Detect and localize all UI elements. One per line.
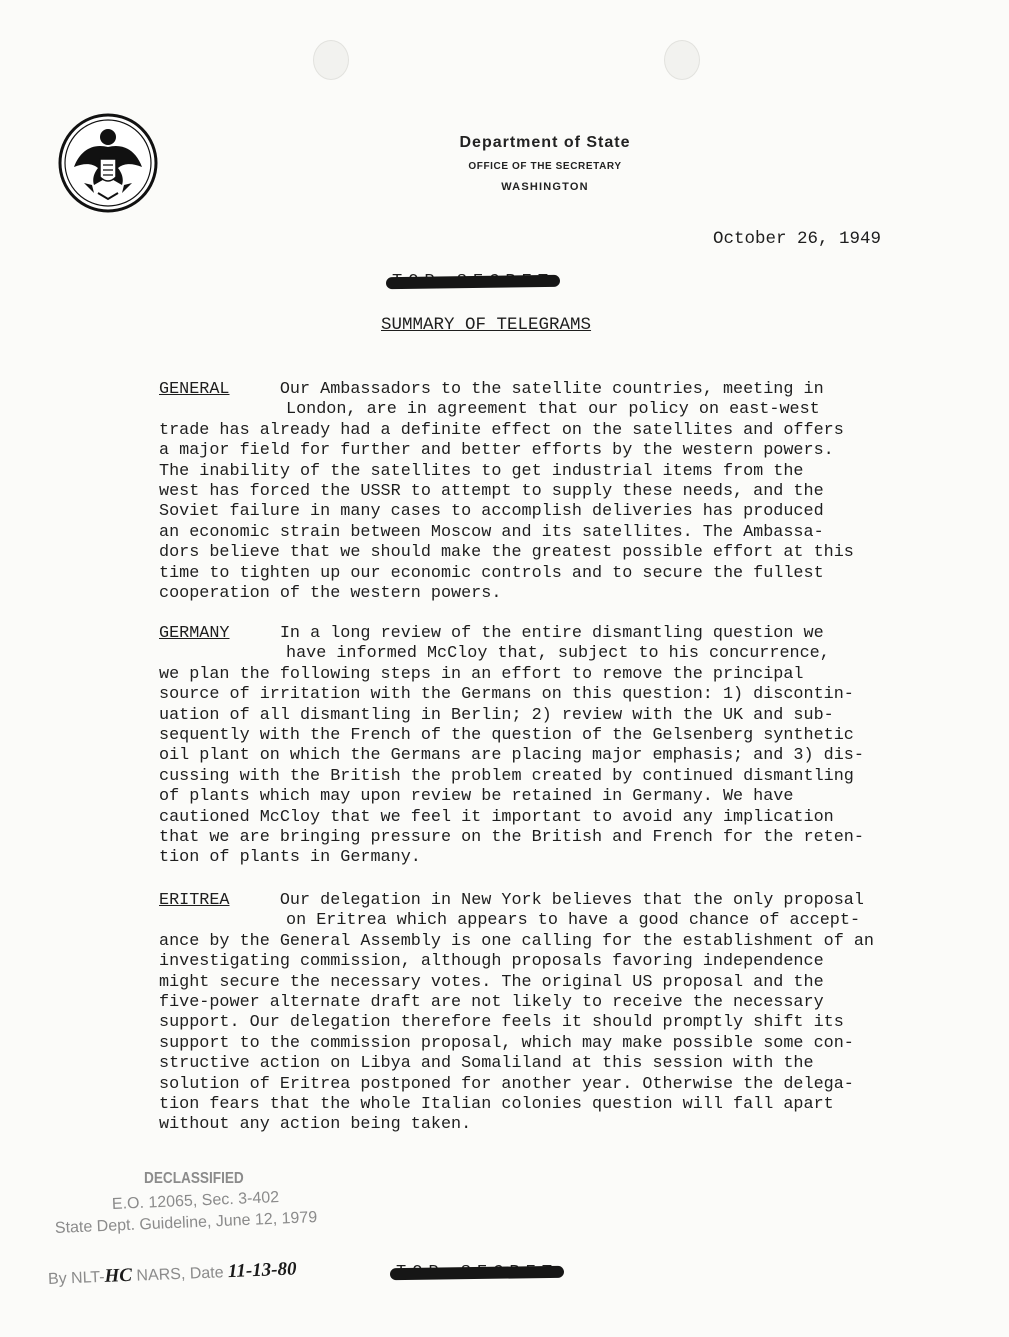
punch-hole-left	[313, 40, 349, 80]
text-line: have informed McCloy that, subject to his concurrence,	[286, 644, 830, 664]
text-line: uation of all dismantling in Berlin; 2) review with the UK and sub-	[159, 705, 834, 725]
text-line: tion fears that the whole Italian colonies question will fall apart	[159, 1095, 834, 1115]
text-line: solution of Eritrea postponed for another year. Otherwise the delega-	[159, 1074, 854, 1094]
text-line: oil plant on which the Germans are placing major emphasis; and 3) dis-	[159, 746, 864, 766]
text-line: west has forced the USSR to attempt to supply these needs, and the	[159, 482, 824, 502]
document-title: SUMMARY OF TELEGRAMS	[381, 315, 592, 335]
text-line: cooperation of the western powers.	[159, 584, 502, 604]
text-line: The inability of the satellites to get industrial items from the	[159, 461, 804, 481]
by-label: By NLT-	[47, 1268, 105, 1288]
document-date: October 26, 1949	[713, 229, 882, 249]
text-line: source of irritation with the Germans on this question: 1) discontin-	[159, 685, 854, 705]
section-heading-germany: GERMANY	[159, 624, 230, 643]
city-name: WASHINGTON	[501, 181, 589, 193]
text-line: sequently with the French of the question of the Gelsenberg synthetic	[159, 726, 854, 746]
letterhead	[340, 134, 750, 193]
text-line: trade has already had a definite effect on the satellites and offers	[159, 420, 844, 440]
text-line: we plan the following steps in an effort to remove the principal	[159, 664, 804, 684]
nars-label: NARS, Date	[136, 1264, 224, 1285]
punch-hole-right	[664, 40, 700, 80]
office-name: OFFICE OF THE SECRETARY	[468, 161, 622, 172]
handwritten-initials: HC	[104, 1264, 133, 1287]
great-seal-icon	[58, 113, 158, 213]
section-eritrea	[159, 891, 919, 1136]
text-line: London, are in agreement that our policy on east-west	[286, 400, 820, 420]
text-line: support. Our delegation therefore feels it should promptly shift its	[159, 1013, 844, 1033]
text-line: might secure the necessary votes. The original US proposal and the	[159, 972, 824, 992]
section-general	[159, 380, 919, 604]
declassification-authority: E.O. 12065, Sec. 3-402	[111, 1189, 280, 1213]
text-line: of plants which may upon review be retained in Germany. We have	[159, 787, 794, 807]
declassification-stamp	[40, 1170, 400, 1290]
declassified-label: DECLASSIFIED	[144, 1170, 244, 1187]
text-line: structive action on Libya and Somaliland at this session with the	[159, 1054, 814, 1074]
handwritten-date: 11-13-80	[227, 1258, 297, 1283]
declassification-guideline: State Dept. Guideline, June 12, 1979	[54, 1209, 318, 1237]
section-first-line: Our Ambassadors to the satellite countries, meeting in	[279, 380, 824, 399]
text-line: on Eritrea which appears to have a good chance of accept-	[286, 911, 861, 931]
text-line: time to tighten up our economic controls and to secure the fullest	[159, 563, 824, 583]
text-line: an economic strain between Moscow and its satellites. The Ambassa-	[159, 522, 824, 542]
text-line: five-power alternate draft are not likely to receive the necessary	[159, 993, 824, 1013]
text-line: support to the commission proposal, which may make possible some con-	[159, 1033, 854, 1053]
text-line: dors believe that we should make the greatest possible effort at this	[159, 543, 854, 563]
text-line: a major field for further and better efforts by the western powers.	[159, 441, 834, 461]
section-first-line: Our delegation in New York believes that the only proposal	[279, 891, 864, 910]
text-line: cussing with the British the problem created by continued dismantling	[159, 766, 854, 786]
text-line: ance by the General Assembly is one calling for the establishment of an	[159, 931, 874, 951]
section-heading-general: GENERAL	[159, 380, 230, 399]
classification-top	[392, 272, 554, 291]
text-line: investigating commission, although proposals favoring independence	[159, 952, 824, 972]
text-line: tion of plants in Germany.	[159, 848, 421, 868]
classification-bottom	[396, 1263, 558, 1282]
text-line: Soviet failure in many cases to accomplish deliveries has produced	[159, 502, 824, 522]
section-heading-eritrea: ERITREA	[159, 891, 230, 910]
text-line: cautioned McCloy that we feel it important to avoid any implication	[159, 807, 834, 827]
redaction-strike	[390, 1266, 564, 1280]
declassification-signoff	[48, 1258, 297, 1290]
section-first-line: In a long review of the entire dismantling question we	[279, 624, 824, 643]
department-name: Department of State	[459, 134, 631, 151]
text-line: without any action being taken.	[159, 1115, 472, 1135]
section-germany	[159, 624, 919, 869]
redaction-strike	[386, 275, 560, 289]
text-line: that we are bringing pressure on the British and French for the reten-	[159, 828, 864, 848]
